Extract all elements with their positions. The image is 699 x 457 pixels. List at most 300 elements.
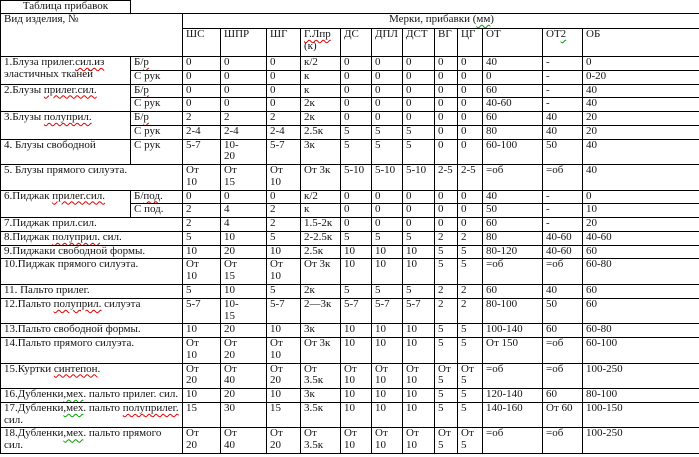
- value-cell: 5: [435, 338, 458, 364]
- value-cell: От 3к: [301, 165, 341, 191]
- table-row: [1, 259, 699, 285]
- value-cell: 0: [267, 70, 301, 84]
- value-cell: 60: [543, 324, 583, 338]
- value-cell: 0: [372, 84, 403, 98]
- value-cell: 60: [583, 245, 699, 259]
- value-cell: 5-10: [403, 165, 435, 191]
- value-cell: 0: [435, 70, 458, 84]
- product-label-cell: 8.Пиджак полуприл. сил.: [1, 231, 183, 245]
- spellcheck-squiggle: р: [143, 56, 149, 68]
- value-cell: =об: [543, 259, 583, 285]
- value-cell: 40: [583, 84, 699, 98]
- value-cell: 2: [435, 285, 458, 299]
- value-cell: 2: [267, 112, 301, 126]
- value-cell: От 3.5к: [301, 428, 341, 454]
- product-label-cell: 15.Куртки синтепон.: [1, 363, 183, 389]
- value-cell: 5: [458, 389, 483, 403]
- value-cell: 5: [403, 231, 435, 245]
- product-label-cell: 13.Пальто свободной формы.: [1, 324, 183, 338]
- grammar-squiggle: ,мех: [63, 427, 84, 440]
- column-header: ДСТ: [403, 29, 435, 57]
- value-cell: 0: [458, 57, 483, 71]
- value-cell: 0: [403, 70, 435, 84]
- value-cell: 80-120: [483, 245, 543, 259]
- value-cell: 0: [483, 70, 543, 84]
- value-cell: 0: [341, 57, 372, 71]
- value-cell: 0: [341, 112, 372, 126]
- value-cell: 0: [435, 218, 458, 232]
- column-header: ШПР: [221, 29, 267, 57]
- value-cell: 20: [221, 324, 267, 338]
- variant-cell: С под.: [131, 204, 183, 218]
- value-cell: 5-10: [341, 165, 372, 191]
- table-row: [1, 218, 699, 232]
- value-cell: 2.5к: [301, 245, 341, 259]
- value-cell: 5: [372, 231, 403, 245]
- value-cell: 0: [221, 57, 267, 71]
- variant-cell: Б/р: [131, 57, 183, 71]
- value-cell: 0: [267, 98, 301, 112]
- value-cell: 3к: [301, 139, 341, 165]
- value-cell: 0: [183, 57, 221, 71]
- product-label-cell: 5. Блузы прямого силуэта.: [1, 165, 183, 191]
- value-cell: =об: [483, 165, 543, 191]
- value-cell: От 3.5к: [301, 363, 341, 389]
- value-cell: 0: [372, 204, 403, 218]
- value-cell: 60-100: [583, 338, 699, 364]
- product-label-cell: 6.Пиджак прилег.сил.: [1, 190, 131, 218]
- value-cell: 10: [341, 389, 372, 403]
- value-cell: 100-140: [483, 324, 543, 338]
- value-cell: От 40: [221, 428, 267, 454]
- spellcheck-squiggle: полуприл.: [43, 111, 92, 124]
- variant-cell: С рук: [131, 98, 183, 112]
- value-cell: 2к: [301, 98, 341, 112]
- table-row: [1, 84, 699, 98]
- value-cell: 2-4: [221, 125, 267, 139]
- value-cell: -: [543, 57, 583, 71]
- value-cell: 5: [403, 125, 435, 139]
- value-cell: 10: [183, 245, 221, 259]
- value-cell: 5: [372, 125, 403, 139]
- product-label-cell: 12.Пальто полуприл. силуэта: [1, 298, 183, 324]
- value-cell: От 10: [267, 259, 301, 285]
- value-cell: 0: [458, 84, 483, 98]
- value-cell: 5-7: [267, 139, 301, 165]
- value-cell: 10: [372, 259, 403, 285]
- grammar-squiggle: 2: [560, 28, 567, 40]
- table-row: [1, 57, 699, 71]
- value-cell: 15: [183, 402, 221, 428]
- table-row: [1, 402, 699, 428]
- value-cell: 2: [458, 298, 483, 324]
- value-cell: 80: [483, 231, 543, 245]
- value-cell: 0: [372, 98, 403, 112]
- value-cell: 5: [372, 139, 403, 165]
- value-cell: к/2: [301, 190, 341, 204]
- value-cell: 5: [435, 324, 458, 338]
- spellcheck-squiggle: р: [143, 111, 149, 124]
- value-cell: 50: [543, 298, 583, 324]
- value-cell: 10: [403, 338, 435, 364]
- value-cell: 40: [583, 165, 699, 191]
- table-row: [1, 338, 699, 364]
- value-cell: 10: [372, 338, 403, 364]
- product-label-cell: 1.Блуза прилег.сил.из эластичных тканей: [1, 57, 131, 85]
- value-cell: 60: [483, 112, 543, 126]
- value-cell: От 10: [403, 363, 435, 389]
- table-row: [1, 363, 699, 389]
- value-cell: 15: [267, 402, 301, 428]
- value-cell: 2-5: [458, 165, 483, 191]
- product-label-cell: 16.Дубленки,мех. пальто прилег. сил.: [1, 389, 183, 403]
- value-cell: 10: [341, 245, 372, 259]
- value-cell: 40: [543, 285, 583, 299]
- corner-header: Вид изделия, №: [1, 14, 183, 57]
- value-cell: 0: [403, 204, 435, 218]
- value-cell: От 3к: [301, 338, 341, 364]
- value-cell: 5: [341, 125, 372, 139]
- value-cell: 4: [221, 218, 267, 232]
- value-cell: -: [543, 190, 583, 204]
- value-cell: От 150: [483, 338, 543, 364]
- value-cell: =об: [543, 363, 583, 389]
- value-cell: 1.5-2к: [301, 218, 341, 232]
- value-cell: 2: [183, 204, 221, 218]
- value-cell: 2—3к: [301, 298, 341, 324]
- value-cell: 5: [341, 285, 372, 299]
- value-cell: От 10: [403, 428, 435, 454]
- title-row: [1, 1, 699, 14]
- value-cell: 100-250: [583, 428, 699, 454]
- variant-cell: Б/р: [131, 112, 183, 126]
- value-cell: 80-100: [483, 298, 543, 324]
- value-cell: 2к: [301, 112, 341, 126]
- value-cell: 40-60: [543, 231, 583, 245]
- value-cell: 3к: [301, 389, 341, 403]
- value-cell: 0: [267, 84, 301, 98]
- column-header: ЦГ: [458, 29, 483, 57]
- value-cell: 0: [341, 84, 372, 98]
- value-cell: 2-5: [435, 165, 458, 191]
- value-cell: 5: [403, 139, 435, 165]
- value-cell: 2к: [301, 285, 341, 299]
- value-cell: 5-7: [372, 298, 403, 324]
- product-label-cell: 4. Блузы свободной: [1, 139, 131, 165]
- value-cell: =об: [543, 428, 583, 454]
- value-cell: 5-7: [183, 139, 221, 165]
- value-cell: 0: [435, 57, 458, 71]
- column-header: ДПЛ: [372, 29, 403, 57]
- value-cell: 40: [483, 190, 543, 204]
- value-cell: 0: [583, 57, 699, 71]
- value-cell: 20: [583, 112, 699, 126]
- variant-cell: С рук: [131, 70, 183, 84]
- value-cell: От 10: [341, 428, 372, 454]
- value-cell: 0: [458, 125, 483, 139]
- value-cell: к: [301, 70, 341, 84]
- value-cell: 40: [583, 98, 699, 112]
- value-cell: 0: [458, 139, 483, 165]
- table-row: [1, 298, 699, 324]
- value-cell: 0: [341, 70, 372, 84]
- value-cell: 50: [543, 139, 583, 165]
- spellcheck-squiggle: прилег.сил.: [52, 190, 105, 202]
- value-cell: -: [543, 218, 583, 232]
- value-cell: 5: [372, 285, 403, 299]
- product-label-cell: 10.Пиджак прямого силуэта.: [1, 259, 183, 285]
- table-row: [1, 285, 699, 299]
- table-row: [1, 165, 699, 191]
- column-header: ОБ: [583, 29, 699, 57]
- value-cell: 10: [372, 245, 403, 259]
- value-cell: 60-80: [583, 259, 699, 285]
- value-cell: От 20: [267, 428, 301, 454]
- value-cell: 5: [267, 285, 301, 299]
- value-cell: 5: [341, 139, 372, 165]
- value-cell: 0: [183, 98, 221, 112]
- table-row: [1, 324, 699, 338]
- value-cell: 40: [543, 125, 583, 139]
- value-cell: От 20: [183, 363, 221, 389]
- value-cell: 40-60: [483, 98, 543, 112]
- value-cell: 10: [341, 338, 372, 364]
- value-cell: 120-140: [483, 389, 543, 403]
- value-cell: 10: [267, 389, 301, 403]
- column-header: Г.Лпр (к): [301, 29, 341, 57]
- value-cell: 80: [483, 125, 543, 139]
- product-label-cell: 11. Пальто прилег.: [1, 285, 183, 299]
- group-header-row: [1, 14, 699, 29]
- value-cell: 4: [221, 204, 267, 218]
- value-cell: От 10: [372, 363, 403, 389]
- value-cell: 0: [372, 190, 403, 204]
- value-cell: 10: [403, 389, 435, 403]
- value-cell: -: [543, 204, 583, 218]
- value-cell: От 5: [458, 428, 483, 454]
- value-cell: 5: [403, 285, 435, 299]
- value-cell: 10: [267, 324, 301, 338]
- value-cell: к: [301, 204, 341, 218]
- value-cell: 20: [583, 125, 699, 139]
- value-cell: 10- 15: [221, 298, 267, 324]
- value-cell: От 10: [183, 338, 221, 364]
- value-cell: 0: [435, 112, 458, 126]
- value-cell: 40-60: [583, 231, 699, 245]
- value-cell: 2: [267, 204, 301, 218]
- value-cell: 0: [583, 190, 699, 204]
- value-cell: 10: [403, 324, 435, 338]
- value-cell: 10: [183, 324, 221, 338]
- table-row: [1, 389, 699, 403]
- table-row: [1, 139, 699, 165]
- product-label-cell: 3.Блузы полуприл.: [1, 112, 131, 140]
- value-cell: 0: [372, 70, 403, 84]
- value-cell: 60: [483, 84, 543, 98]
- grammar-squiggle: мм: [476, 13, 491, 25]
- value-cell: 0: [458, 112, 483, 126]
- value-cell: 0: [435, 125, 458, 139]
- value-cell: 0: [403, 98, 435, 112]
- value-cell: 0: [403, 218, 435, 232]
- value-cell: 5-7: [183, 298, 221, 324]
- value-cell: 40: [583, 139, 699, 165]
- column-header: ШГ: [267, 29, 301, 57]
- value-cell: 0: [372, 57, 403, 71]
- value-cell: 5: [435, 245, 458, 259]
- value-cell: От 10: [267, 165, 301, 191]
- value-cell: к: [301, 84, 341, 98]
- value-cell: От 15: [221, 259, 267, 285]
- value-cell: 5: [183, 231, 221, 245]
- variant-cell: Б/р: [131, 84, 183, 98]
- column-header: ДС: [341, 29, 372, 57]
- value-cell: От 10: [341, 363, 372, 389]
- value-cell: От 60: [543, 402, 583, 428]
- value-cell: -: [543, 70, 583, 84]
- value-cell: 0: [221, 70, 267, 84]
- value-cell: 100-150: [583, 402, 699, 428]
- value-cell: 60: [543, 389, 583, 403]
- value-cell: 10: [267, 245, 301, 259]
- value-cell: 10: [372, 389, 403, 403]
- value-cell: 0: [183, 70, 221, 84]
- spellcheck-squiggle: р: [143, 84, 149, 96]
- value-cell: 0: [372, 112, 403, 126]
- value-cell: 140-160: [483, 402, 543, 428]
- table-row: [1, 428, 699, 454]
- value-cell: 5: [458, 245, 483, 259]
- grammar-squiggle: ,мех: [63, 388, 84, 401]
- value-cell: От 5: [458, 363, 483, 389]
- value-cell: 2-4: [183, 125, 221, 139]
- product-label-cell: 7.Пиджак прил.сил.: [1, 218, 183, 232]
- value-cell: 5: [458, 324, 483, 338]
- value-cell: 60: [483, 285, 543, 299]
- value-cell: 60-80: [583, 324, 699, 338]
- spellcheck-squiggle: полуприл.: [53, 298, 102, 310]
- value-cell: 5: [435, 259, 458, 285]
- value-cell: 10: [341, 324, 372, 338]
- value-cell: 0: [458, 190, 483, 204]
- value-cell: 0: [458, 218, 483, 232]
- value-cell: 0: [403, 57, 435, 71]
- value-cell: 5: [458, 338, 483, 364]
- value-cell: 0: [403, 112, 435, 126]
- product-label-cell: 14.Пальто прямого силуэта.: [1, 338, 183, 364]
- value-cell: От 5: [435, 428, 458, 454]
- spellcheck-squiggle: полуприл.: [52, 231, 101, 243]
- value-cell: 10: [403, 259, 435, 285]
- value-cell: 5: [435, 402, 458, 428]
- value-cell: к/2: [301, 57, 341, 71]
- variant-cell: Б/под.: [131, 190, 183, 204]
- value-cell: 5: [183, 285, 221, 299]
- value-cell: От 10: [267, 338, 301, 364]
- value-cell: 2: [183, 112, 221, 126]
- value-cell: 0: [341, 98, 372, 112]
- value-cell: -: [543, 84, 583, 98]
- variant-cell: С рук: [131, 125, 183, 139]
- value-cell: 60: [583, 298, 699, 324]
- variant-cell: С рук: [131, 139, 183, 165]
- value-cell: От 10: [183, 259, 221, 285]
- value-cell: От 5: [435, 363, 458, 389]
- value-cell: 10: [403, 402, 435, 428]
- spellcheck-squiggle: полуприлег.: [122, 402, 179, 414]
- value-cell: 100-250: [583, 363, 699, 389]
- table-row: [1, 112, 699, 126]
- value-cell: 2.5к: [301, 125, 341, 139]
- value-cell: От 10: [183, 165, 221, 191]
- value-cell: 0: [435, 98, 458, 112]
- value-cell: 40: [483, 57, 543, 71]
- value-cell: 0: [435, 190, 458, 204]
- value-cell: 10: [583, 204, 699, 218]
- table-row: [1, 190, 699, 204]
- value-cell: От 20: [267, 363, 301, 389]
- value-cell: 0: [372, 218, 403, 232]
- value-cell: 0: [267, 57, 301, 71]
- value-cell: 2: [183, 218, 221, 232]
- value-cell: 0: [458, 70, 483, 84]
- spellcheck-squiggle: синтепон: [53, 363, 98, 375]
- value-cell: 60-100: [483, 139, 543, 165]
- value-cell: 0: [183, 190, 221, 204]
- value-cell: =об: [543, 338, 583, 364]
- value-cell: 2: [458, 285, 483, 299]
- value-cell: 0: [435, 84, 458, 98]
- value-cell: 0: [341, 204, 372, 218]
- value-cell: 40: [543, 112, 583, 126]
- value-cell: 10: [372, 324, 403, 338]
- value-cell: 2: [435, 231, 458, 245]
- value-cell: 0: [221, 190, 267, 204]
- value-cell: 2-4: [267, 125, 301, 139]
- value-cell: 2-2.5к: [301, 231, 341, 245]
- value-cell: 10: [403, 245, 435, 259]
- value-cell: 5: [435, 389, 458, 403]
- value-cell: 10: [372, 402, 403, 428]
- value-cell: 5-7: [341, 298, 372, 324]
- value-cell: От 20: [183, 428, 221, 454]
- product-label-cell: 17.Дубленки,мех. пальто полуприлег. сил.: [1, 402, 183, 428]
- value-cell: =об: [483, 363, 543, 389]
- value-cell: 20: [583, 218, 699, 232]
- value-cell: 20: [221, 245, 267, 259]
- value-cell: От 10: [372, 428, 403, 454]
- value-cell: -: [543, 98, 583, 112]
- value-cell: 0-20: [583, 70, 699, 84]
- value-cell: 60: [583, 285, 699, 299]
- value-cell: 0: [341, 218, 372, 232]
- value-cell: 0: [341, 190, 372, 204]
- value-cell: 5-7: [267, 298, 301, 324]
- value-cell: 3к: [301, 324, 341, 338]
- table-body: [1, 1, 699, 454]
- value-cell: 0: [458, 204, 483, 218]
- column-header: ОТ2: [543, 29, 583, 57]
- value-cell: 0: [267, 190, 301, 204]
- value-cell: 0: [221, 84, 267, 98]
- value-cell: 10: [341, 402, 372, 428]
- table-title: Таблица прибавок: [1, 1, 131, 14]
- value-cell: =об: [543, 165, 583, 191]
- value-cell: 3.5к: [301, 402, 341, 428]
- value-cell: От 15: [221, 165, 267, 191]
- value-cell: 0: [183, 84, 221, 98]
- value-cell: 10: [183, 389, 221, 403]
